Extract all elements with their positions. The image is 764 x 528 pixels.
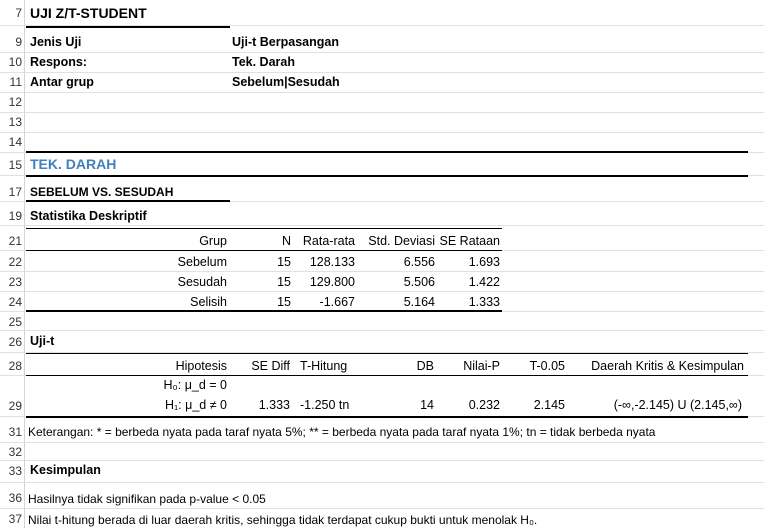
row-number[interactable]: 25 bbox=[8, 315, 22, 329]
row-number[interactable]: 29 bbox=[8, 399, 22, 413]
cell-critical-region[interactable]: (-∞,-2.145) U (2.145,∞) bbox=[613, 398, 742, 412]
row-number[interactable]: 31 bbox=[8, 425, 22, 439]
cell-p-value[interactable]: 0.232 bbox=[468, 398, 500, 412]
col-header-se[interactable]: SE Rataan bbox=[439, 234, 500, 248]
row-10[interactable] bbox=[0, 52, 764, 73]
ttest-title[interactable]: Uji-t bbox=[30, 334, 55, 348]
cell-se[interactable]: 1.422 bbox=[468, 275, 500, 289]
row-33[interactable] bbox=[0, 460, 764, 483]
cell-n[interactable]: 15 bbox=[277, 255, 291, 269]
descriptive-title[interactable]: Statistika Deskriptif bbox=[30, 209, 147, 223]
ttest-bottom-rule bbox=[26, 416, 748, 418]
col-header-se-diff[interactable]: SE Diff bbox=[251, 359, 290, 373]
row-12[interactable] bbox=[0, 92, 764, 113]
row-number[interactable]: 26 bbox=[8, 335, 22, 349]
descriptive-top-rule bbox=[26, 228, 502, 229]
cell-n[interactable]: 15 bbox=[277, 275, 291, 289]
col-header-p-value[interactable]: Nilai-P bbox=[463, 359, 500, 373]
row-37[interactable] bbox=[0, 508, 764, 528]
cell-group[interactable]: Selisih bbox=[190, 295, 227, 309]
row-number[interactable]: 12 bbox=[8, 95, 22, 109]
row-number[interactable]: 17 bbox=[8, 185, 22, 199]
row-17[interactable] bbox=[0, 181, 764, 202]
cell-sd[interactable]: 6.556 bbox=[403, 255, 435, 269]
table-row[interactable] bbox=[0, 251, 764, 272]
row-29[interactable] bbox=[0, 394, 764, 417]
subtitle-underline bbox=[26, 200, 230, 202]
row-number[interactable]: 36 bbox=[8, 491, 22, 505]
null-hypothesis[interactable]: H₀: μ_d = 0 bbox=[163, 378, 227, 392]
row-7[interactable] bbox=[0, 0, 764, 26]
col-header-db[interactable]: DB bbox=[416, 359, 434, 373]
conclusion-line-2[interactable]: Nilai t-hitung berada di luar daerah kritis, sehingga tidak terdapat cukup bukti untuk menolak H₀. bbox=[28, 513, 538, 527]
row-number[interactable]: 9 bbox=[15, 35, 22, 49]
report-title[interactable]: UJI Z/T-STUDENT bbox=[30, 5, 147, 21]
row-26[interactable] bbox=[0, 330, 764, 353]
ttest-header-rule bbox=[26, 375, 748, 376]
row-number[interactable]: 33 bbox=[8, 464, 22, 478]
row-21[interactable] bbox=[0, 230, 764, 251]
row-31[interactable] bbox=[0, 420, 764, 443]
row-number[interactable]: 11 bbox=[9, 75, 22, 89]
row-13[interactable] bbox=[0, 112, 764, 133]
col-header-mean[interactable]: Rata-rata bbox=[302, 234, 355, 248]
group-value[interactable]: Sebelum|Sesudah bbox=[232, 75, 340, 89]
row-number[interactable]: 13 bbox=[8, 115, 22, 129]
cell-mean[interactable]: 128.133 bbox=[309, 255, 355, 269]
row-number[interactable]: 32 bbox=[8, 445, 22, 459]
cell-mean[interactable]: -1.667 bbox=[319, 295, 355, 309]
cell-se-diff[interactable]: 1.333 bbox=[258, 398, 290, 412]
cell-n[interactable]: 15 bbox=[277, 295, 291, 309]
row-28[interactable] bbox=[0, 355, 764, 376]
row-number[interactable]: 22 bbox=[8, 255, 22, 269]
group-label[interactable]: Antar grup bbox=[30, 75, 94, 89]
conclusion-title[interactable]: Kesimpulan bbox=[30, 463, 101, 477]
table-row[interactable] bbox=[0, 271, 764, 292]
title-underline bbox=[26, 26, 230, 28]
row-number[interactable]: 7 bbox=[15, 6, 22, 20]
conclusion-line-1[interactable]: Hasilnya tidak signifikan pada p-value < 0.05 bbox=[28, 492, 266, 506]
row-15[interactable] bbox=[0, 153, 764, 176]
alt-hypothesis[interactable]: H₁: μ_d ≠ 0 bbox=[164, 398, 227, 412]
row-number[interactable]: 10 bbox=[8, 55, 22, 69]
row-number[interactable]: 28 bbox=[8, 359, 22, 373]
cell-group[interactable]: Sesudah bbox=[177, 275, 227, 289]
row-number[interactable]: 23 bbox=[8, 275, 22, 289]
ttest-top-rule bbox=[26, 353, 748, 354]
test-type-value[interactable]: Uji-t Berpasangan bbox=[232, 35, 339, 49]
row-number[interactable]: 37 bbox=[8, 512, 22, 526]
section-title[interactable]: TEK. DARAH bbox=[30, 156, 117, 172]
row-number[interactable]: 14 bbox=[8, 135, 22, 149]
test-type-label[interactable]: Jenis Uji bbox=[30, 35, 82, 49]
cell-db[interactable]: 14 bbox=[420, 398, 434, 412]
response-label[interactable]: Respons: bbox=[30, 55, 87, 69]
comparison-subtitle[interactable]: SEBELUM VS. SESUDAH bbox=[30, 185, 174, 199]
cell-mean[interactable]: 129.800 bbox=[309, 275, 355, 289]
row-32[interactable] bbox=[0, 442, 764, 461]
cell-se[interactable]: 1.693 bbox=[468, 255, 500, 269]
col-header-t-crit[interactable]: T-0.05 bbox=[529, 359, 565, 373]
col-header-hypothesis[interactable]: Hipotesis bbox=[175, 359, 227, 373]
cell-sd[interactable]: 5.164 bbox=[403, 295, 435, 309]
cell-se[interactable]: 1.333 bbox=[468, 295, 500, 309]
row-number[interactable]: 15 bbox=[8, 158, 22, 172]
col-header-group[interactable]: Grup bbox=[199, 234, 227, 248]
cell-group[interactable]: Sebelum bbox=[177, 255, 227, 269]
section-bottom-border bbox=[26, 175, 748, 177]
col-header-critical-region[interactable]: Daerah Kritis & Kesimpulan bbox=[591, 359, 744, 373]
row-11[interactable] bbox=[0, 72, 764, 93]
row-number[interactable]: 21 bbox=[8, 234, 22, 248]
response-value[interactable]: Tek. Darah bbox=[232, 55, 295, 69]
col-header-sd[interactable]: Std. Deviasi bbox=[368, 234, 435, 248]
row-number[interactable]: 24 bbox=[8, 295, 22, 309]
col-header-t-hitung[interactable]: T-Hitung bbox=[300, 359, 348, 373]
row-25[interactable] bbox=[0, 312, 764, 331]
significance-note[interactable]: Keterangan: * = berbeda nyata pada taraf nyata 5%; ** = berbeda nyata pada taraf nyata 1%; tn = tidak berbeda nyata bbox=[28, 425, 656, 439]
row-36[interactable] bbox=[0, 488, 764, 509]
cell-t-crit[interactable]: 2.145 bbox=[533, 398, 565, 412]
cell-sd[interactable]: 5.506 bbox=[403, 275, 435, 289]
row-number[interactable]: 19 bbox=[8, 209, 22, 223]
col-header-n[interactable]: N bbox=[281, 234, 291, 248]
cell-t-hitung[interactable]: -1.250 tn bbox=[300, 398, 350, 412]
row-19[interactable] bbox=[0, 205, 764, 226]
row-9[interactable] bbox=[0, 32, 764, 53]
row-14[interactable] bbox=[0, 132, 764, 153]
table-row[interactable] bbox=[0, 291, 764, 312]
